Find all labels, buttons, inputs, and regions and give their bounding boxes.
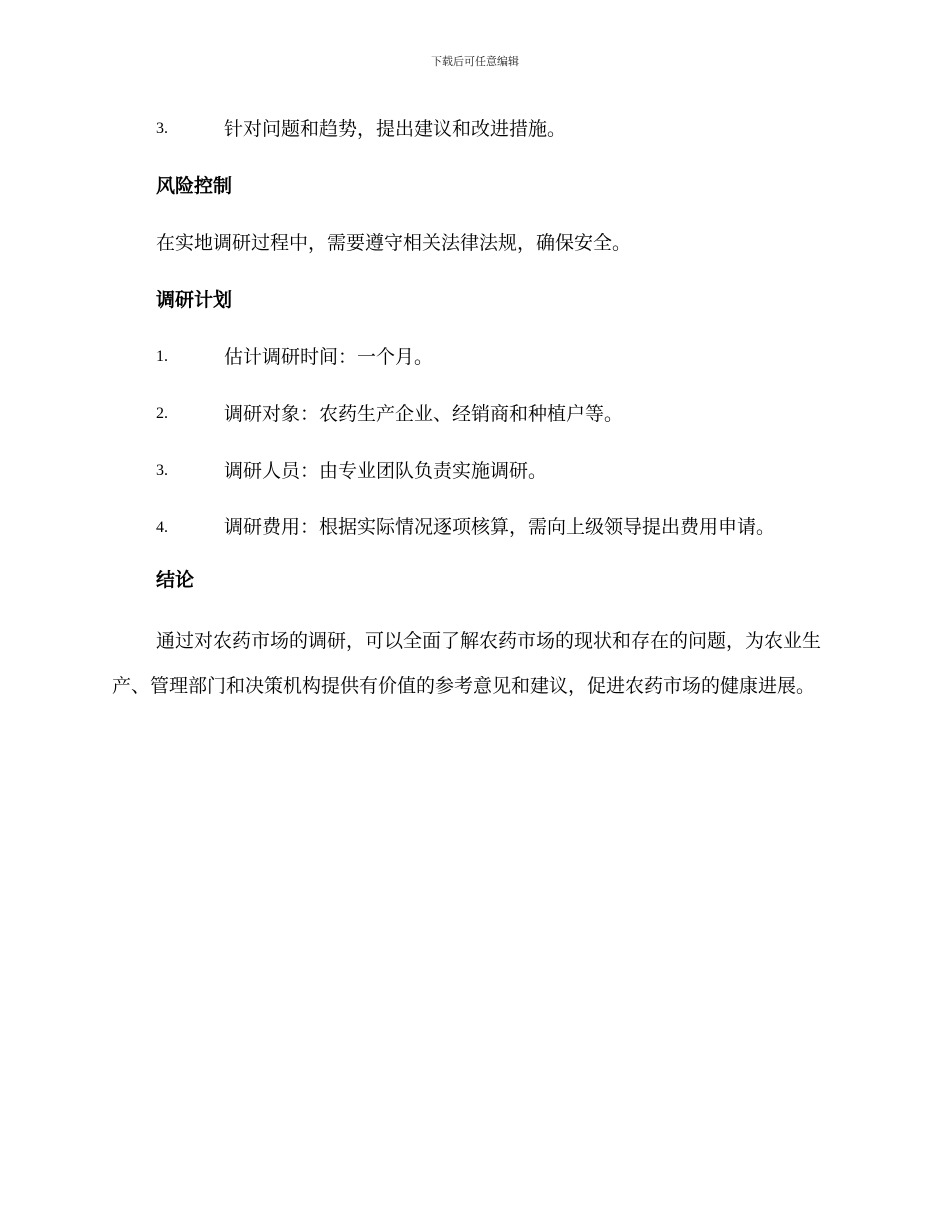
- section-heading-risk: 风险控制: [156, 175, 233, 197]
- section-heading-conclusion: 结论: [156, 569, 195, 591]
- list-item-text: 针对问题和趋势，提出建议和改进措施。: [224, 118, 567, 140]
- list-item-text: 调研人员：由专业团队负责实施调研。: [224, 460, 548, 482]
- list-item-text: 调研对象：农药生产企业、经销商和种植户等。: [224, 403, 624, 425]
- document-body: [112, 111, 832, 721]
- list-item: [112, 111, 832, 168]
- list-item-text: 估计调研时间：一个月。: [224, 346, 434, 368]
- list-item-number: 2.: [156, 405, 168, 422]
- list-item-number: 1.: [156, 348, 168, 365]
- page-header-note: 下载后可任意编辑: [431, 55, 519, 68]
- list-item: [112, 339, 832, 396]
- risk-paragraph: 在实地调研过程中，需要遵守相关法律法规，确保安全。: [156, 232, 632, 254]
- list-item-number: 4.: [156, 519, 168, 536]
- list-item-number: 3.: [156, 462, 168, 479]
- list-item-number: 3.: [156, 120, 168, 137]
- list-item-text: 调研费用：根据实际情况逐项核算，需向上级领导提出费用申请。: [224, 516, 776, 538]
- list-item: [112, 396, 832, 453]
- list-item: [112, 505, 832, 550]
- conclusion-paragraph: 通过对农药市场的调研，可以全面了解农药市场的现状和存在的问题，为农业生产、管理部门和决策机构提供有价值的参考意见和建议，促进农药市场的健康进展。: [112, 630, 822, 697]
- list-item: [112, 453, 832, 510]
- section-heading-plan: 调研计划: [156, 289, 233, 311]
